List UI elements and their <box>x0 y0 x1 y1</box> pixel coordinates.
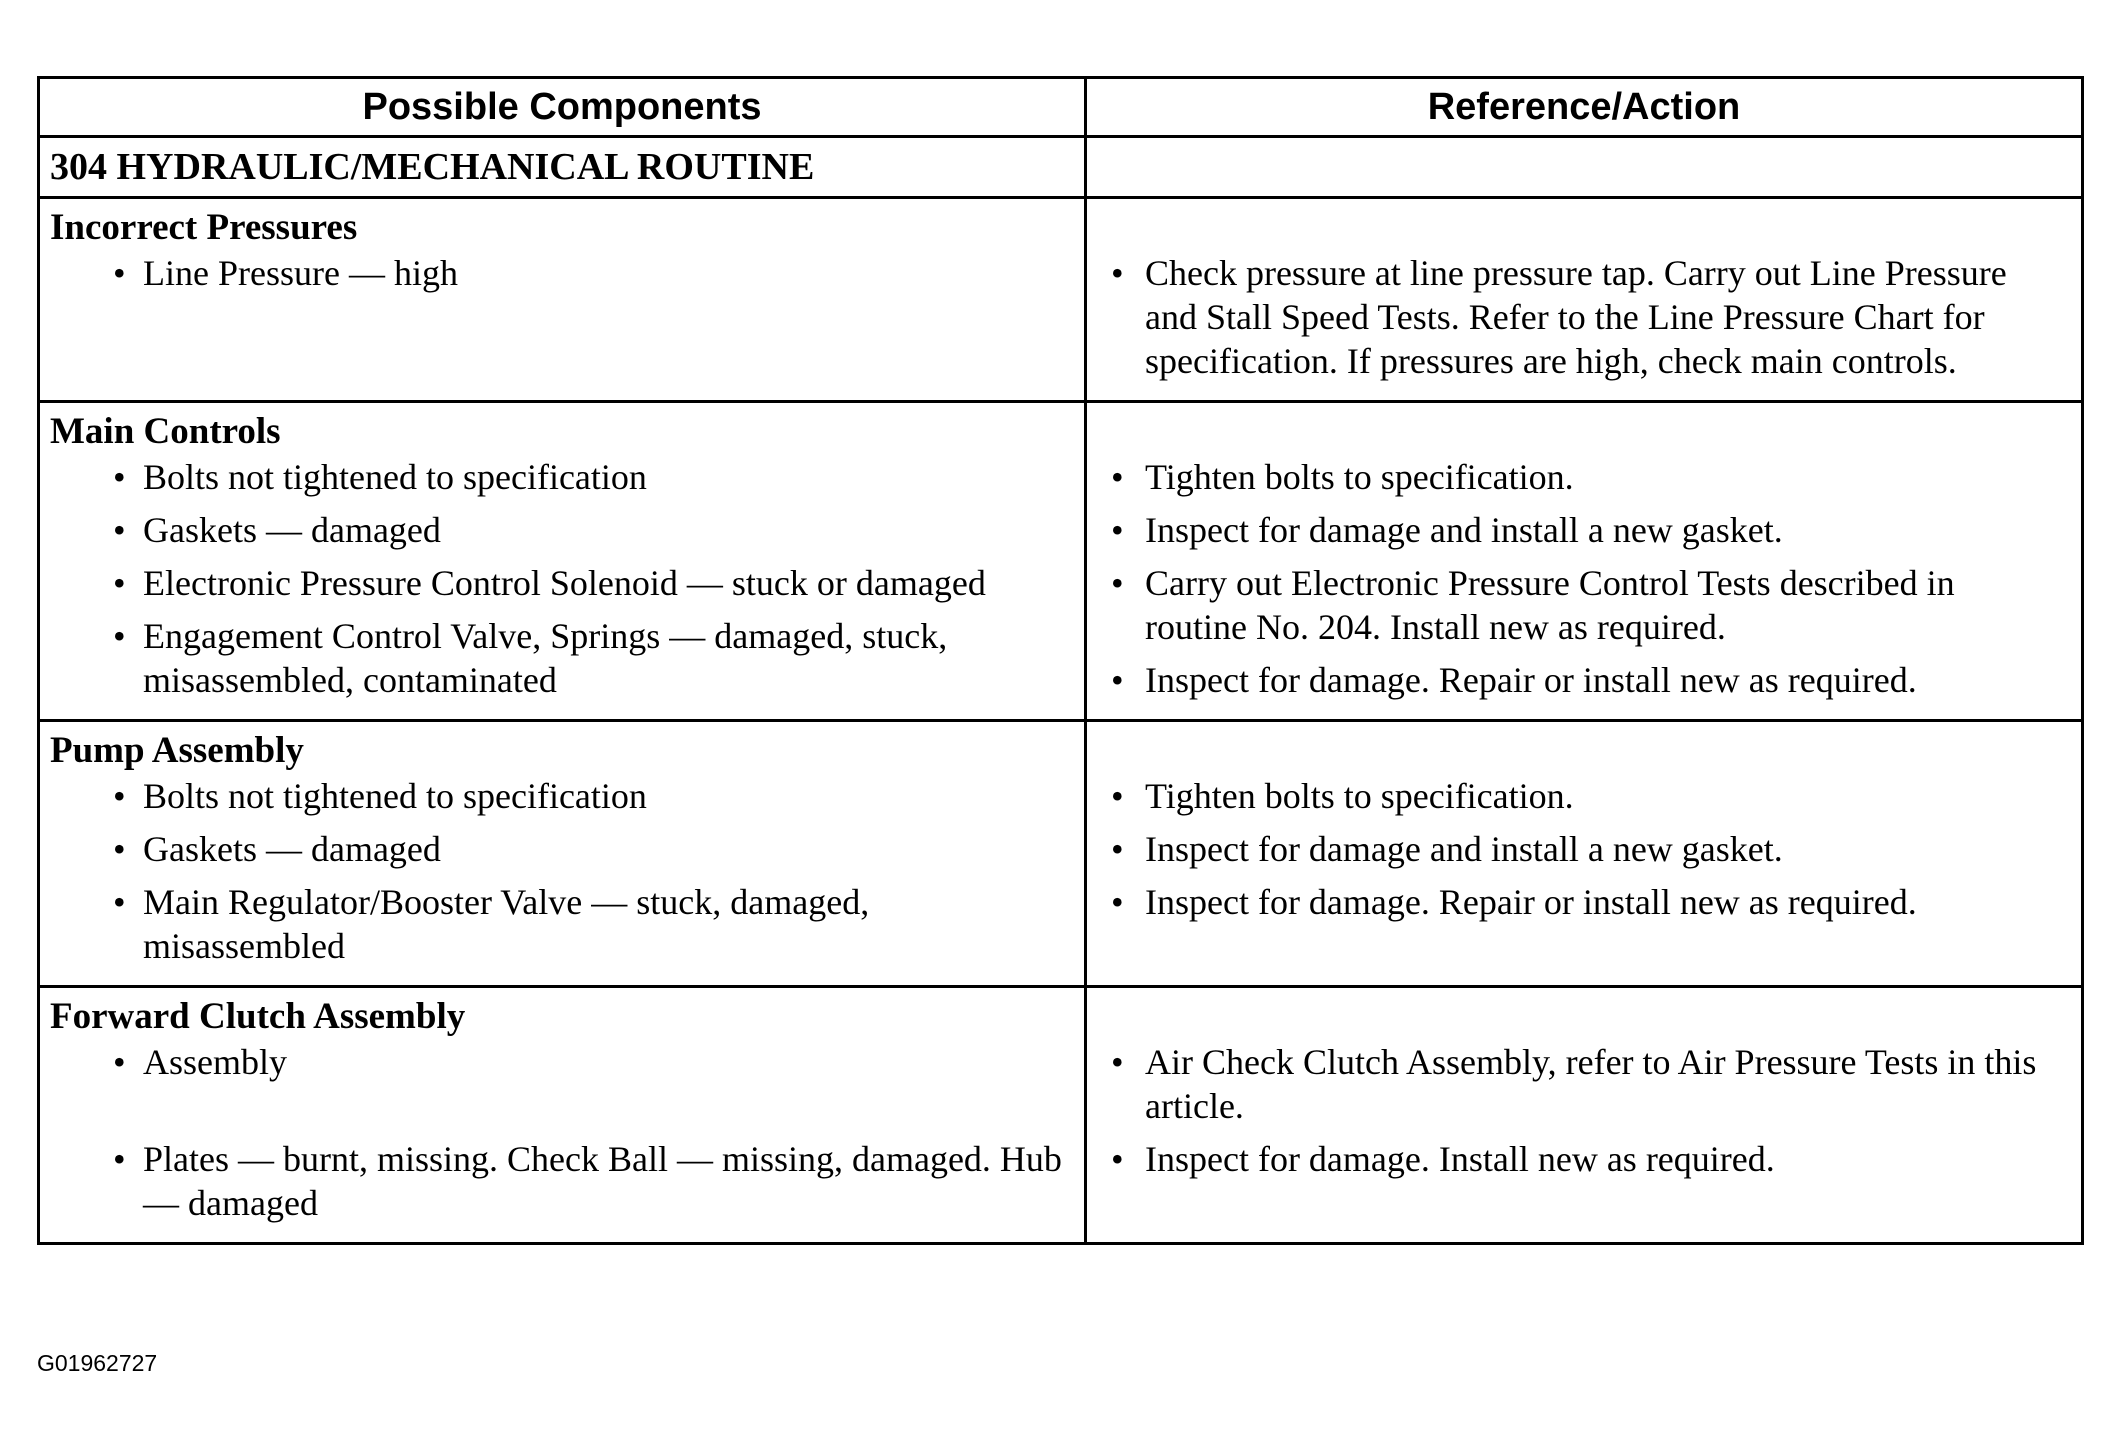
component-text: Bolts not tightened to specification <box>143 457 647 497</box>
component-text: Bolts not tightened to specification <box>143 776 647 816</box>
components-column-header: Possible Components <box>39 78 1086 137</box>
component-text: Gaskets — damaged <box>143 829 441 869</box>
bullet-icon: • <box>113 510 126 550</box>
action-column-header: Reference/Action <box>1086 78 2083 137</box>
component-list <box>50 251 1064 295</box>
bullet-icon: • <box>1111 776 1124 816</box>
bullet-icon: • <box>1111 457 1124 497</box>
bullet-icon: • <box>113 776 126 816</box>
bullet-icon: • <box>113 882 126 922</box>
bullet-icon: • <box>1111 1042 1124 1082</box>
component-list <box>50 1040 1064 1225</box>
component-item <box>50 1137 1064 1225</box>
action-text: Tighten bolts to specification. <box>1145 776 1574 816</box>
component-item <box>50 774 1064 818</box>
action-list <box>1099 455 2059 702</box>
figure-code: G01962727 <box>37 1350 158 1376</box>
component-item <box>50 880 1064 968</box>
routine-title-empty-cell <box>1086 137 2083 198</box>
action-item <box>1099 658 2059 702</box>
action-text: Tighten bolts to specification. <box>1145 457 1574 497</box>
actions-cell <box>1086 721 2083 987</box>
component-item <box>50 561 1064 605</box>
bullet-icon: • <box>113 253 126 293</box>
bullet-icon: • <box>1111 829 1124 869</box>
bullet-icon: • <box>1111 882 1124 922</box>
component-list <box>50 774 1064 968</box>
group-main-controls <box>39 402 2083 721</box>
action-text: Inspect for damage. Repair or install new as required. <box>1145 882 1917 922</box>
group-title: Incorrect Pressures <box>50 207 358 248</box>
group-incorrect-pressures <box>39 198 2083 402</box>
bullet-icon: • <box>1111 1139 1124 1179</box>
group-title: Pump Assembly <box>50 730 304 771</box>
component-item <box>50 614 1064 702</box>
action-text: Air Check Clutch Assembly, refer to Air Pressure Tests in this article. <box>1145 1042 2037 1126</box>
group-pump-assembly <box>39 721 2083 987</box>
components-cell <box>39 198 1086 402</box>
routine-title-row <box>39 137 2083 198</box>
component-item <box>50 508 1064 552</box>
bullet-icon: • <box>113 829 126 869</box>
group-title: Main Controls <box>50 411 281 452</box>
component-text: Assembly <box>143 1042 287 1082</box>
action-item <box>1099 508 2059 552</box>
bullet-icon: • <box>1111 510 1124 550</box>
action-item <box>1099 561 2059 649</box>
component-item <box>50 1040 1064 1084</box>
components-cell <box>39 721 1086 987</box>
diagnosis-table <box>37 76 2084 1245</box>
action-list <box>1099 774 2059 924</box>
bullet-icon: • <box>113 457 126 497</box>
component-item <box>50 455 1064 499</box>
bullet-icon: • <box>113 1139 126 1179</box>
bullet-icon: • <box>113 563 126 603</box>
group-forward-clutch-assembly <box>39 987 2083 1244</box>
group-title: Forward Clutch Assembly <box>50 996 466 1037</box>
component-text: Electronic Pressure Control Solenoid — stuck or damaged <box>143 563 986 603</box>
component-text: Gaskets — damaged <box>143 510 441 550</box>
action-text: Inspect for damage. Repair or install new as required. <box>1145 660 1917 700</box>
routine-title: 304 HYDRAULIC/MECHANICAL ROUTINE <box>39 137 1086 198</box>
action-text: Inspect for damage and install a new gasket. <box>1145 829 1783 869</box>
action-item <box>1099 455 2059 499</box>
diagnosis-table-container <box>37 76 2081 1245</box>
action-list <box>1099 1040 2059 1181</box>
action-item <box>1099 774 2059 818</box>
actions-cell <box>1086 198 2083 402</box>
component-list <box>50 455 1064 702</box>
action-text: Inspect for damage and install a new gasket. <box>1145 510 1783 550</box>
action-text: Carry out Electronic Pressure Control Tests described in routine No. 204. Install new as required. <box>1145 563 1955 647</box>
component-text: Main Regulator/Booster Valve — stuck, damaged, misassembled <box>143 882 870 966</box>
actions-cell <box>1086 987 2083 1244</box>
action-item <box>1099 251 2059 383</box>
components-cell <box>39 987 1086 1244</box>
action-item <box>1099 827 2059 871</box>
bullet-icon: • <box>1111 660 1124 700</box>
component-text: Line Pressure — high <box>143 253 458 293</box>
action-list <box>1099 251 2059 383</box>
bullet-icon: • <box>113 1042 126 1082</box>
action-item <box>1099 1137 2059 1181</box>
action-item <box>1099 880 2059 924</box>
bullet-icon: • <box>113 616 126 656</box>
action-item <box>1099 1040 2059 1128</box>
bullet-icon: • <box>1111 563 1124 603</box>
component-item <box>50 251 1064 295</box>
header-row <box>39 78 2083 137</box>
action-text: Check pressure at line pressure tap. Carry out Line Pressure and Stall Speed Tests. Refer to the Line Pressure Chart for specification. If pressures are high, check main controls. <box>1145 253 2007 381</box>
component-text: Plates — burnt, missing. Check Ball — missing, damaged. Hub — damaged <box>143 1139 1062 1223</box>
component-text: Engagement Control Valve, Springs — damaged, stuck, misassembled, contaminated <box>143 616 948 700</box>
action-text: Inspect for damage. Install new as required. <box>1145 1139 1775 1179</box>
actions-cell <box>1086 402 2083 721</box>
components-cell <box>39 402 1086 721</box>
component-item <box>50 827 1064 871</box>
bullet-icon: • <box>1111 253 1124 293</box>
